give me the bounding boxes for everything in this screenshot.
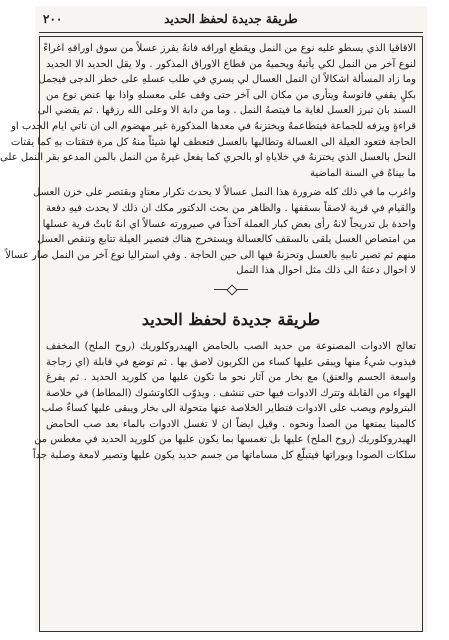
text-line: الهواء من القابلة وتترك الادوات فيها حتى تنشف . ويذوّب الكاوتشوك (المطاط) في خلاصة xyxy=(46,387,416,399)
ornament-divider xyxy=(214,289,248,290)
text-line: واحدة بل تدريجاً لانهُ رأى بعض كبار العملة آخذاً في صيرورته عسالاً اي انهُ ثابتٌ قرية عسلها xyxy=(42,218,416,230)
text-frame xyxy=(0,36,423,632)
section-heading: طريقة جديدة لحفظ الحديد xyxy=(141,309,321,329)
paragraph-honey-ants xyxy=(0,41,416,181)
text-line: كالمينا يمنعها من الصدأ ونحوه . وقيل ايضاً ان لا تغسل الادوات بالماء بعد صب الحامض xyxy=(46,418,416,430)
text-line: سلكات الصودا وبوراتها فيتبلّغ كل مساماتها من جسم حديد يكون عليها وتصير لامعة وصلبة جداً xyxy=(32,450,416,462)
text-line: الاقاقيا الذي يسطو عليه نوع من النمل ويقطع اوراقه فانهُ يفرز عسلاً من سوق اوراقهِ اغراءً xyxy=(43,43,416,54)
text-line: فيذوب شيءٌ منها ويبقى عليها كساء من الكربون لاصق بها . ثم توضع في قابلة (اي زجاجة xyxy=(46,356,416,368)
section-ornament xyxy=(46,279,416,301)
paragraph-honey-ants-continued xyxy=(5,185,416,279)
text-line: لا احوال دعتهُ الى ذلك مثل احوال هذا النمل xyxy=(236,265,416,277)
text-line: واسعة الجسم والعنق) مع بخار من آثار نحو ما تكون عليها من كلوريد الحديد . ثم يفرغ xyxy=(46,372,416,384)
text-line: وما زاد المسألة اشكالاً ان النمل العسال لي يسري في طلب عسلهِ على خطر الدجى فيجمل xyxy=(38,74,416,86)
text-line: منهم ثم تصير تابيهِ بالعسل وتحزنهُ فيها الى حين الحاجة . وفي استراليا نوع آخر من النمل صار عسالاً xyxy=(5,249,416,261)
text-line: النحل بالعسل الذي يختزنهُ في خلاياهِ او بالحري كما يفعل غيرهُ من النمل بالمن المدعو بقر النمل على xyxy=(0,152,416,164)
text-line: من امتصاص العسل يلقى بالسقف كالعسالة ويستخرج هناك فتصير العيلة تتابع وتنقص العسل xyxy=(37,234,416,246)
book-page xyxy=(0,6,427,632)
running-title: طريقة جديدة لحفظ الحديد xyxy=(164,12,298,26)
paragraph-iron-preservation xyxy=(32,339,416,464)
page-header xyxy=(39,6,423,33)
text-line: ما بيناهُ في السنة الماضية xyxy=(310,167,416,179)
text-line: واغرب ما في ذلك كله ضرورة هذا النمل عسالاً لا يحدث تكرار معتادٍ وبقتصر على خزن العسل xyxy=(33,187,416,199)
text-line: والقيام في قرية لاصقاً بسقفها . والظاهر من بحث الدكتور مكك ان ذلك لا يحدث فيهِ دفعة xyxy=(46,202,416,214)
text-line: الحاجة فتعود العيلة الى العسالة وتطالبها بالعسل فتعطف لها شيئاً منهُ كل مرة فتقتات بهِ كما يقتات xyxy=(10,136,416,148)
text-line: البترولوم ويصب على الادوات فتطاير الخلاصة عنها متحولة الى بخار ويبقى عليها كساءٌ صلب xyxy=(41,403,416,415)
text-line: بكلٍ يقفي فانوسهُ ويتأرى من مكان الى آخر حتى وقف على معسلهِ واذا بها عنص نوع من xyxy=(46,89,416,101)
text-line: لنوع آخر من النمل لكي يأتيهُ ويحميهُ من قطاع الاوراق المذكور . ولا يقل الحديد الا الجديد xyxy=(46,58,416,70)
text-line: قراءةٍ ويزفه للجماعة فيتطاعمهُ ويختزنهُ في معدها المذكورة غير مهضوم الى ان تاتي ايام الجدب او xyxy=(11,120,416,132)
text-line: السند بان تبرز العسل لغاية ما فيتصهُ النمل . وما من دابة الا وعلى الله رزقها . ثم يقضي الى xyxy=(37,105,416,117)
page-number: ٢٠٠ xyxy=(43,12,63,26)
text-line: تعالج الادوات المصنوعة من حديد الصب بالحامض الهيدروكلوريك (روح الملح) المخفف xyxy=(46,340,416,352)
text-line: الهيدروكلوريك (روح الملح) عليها بل تغمسها بما يكون عليها من كلوريد الحديد في مغطس من xyxy=(34,434,416,446)
